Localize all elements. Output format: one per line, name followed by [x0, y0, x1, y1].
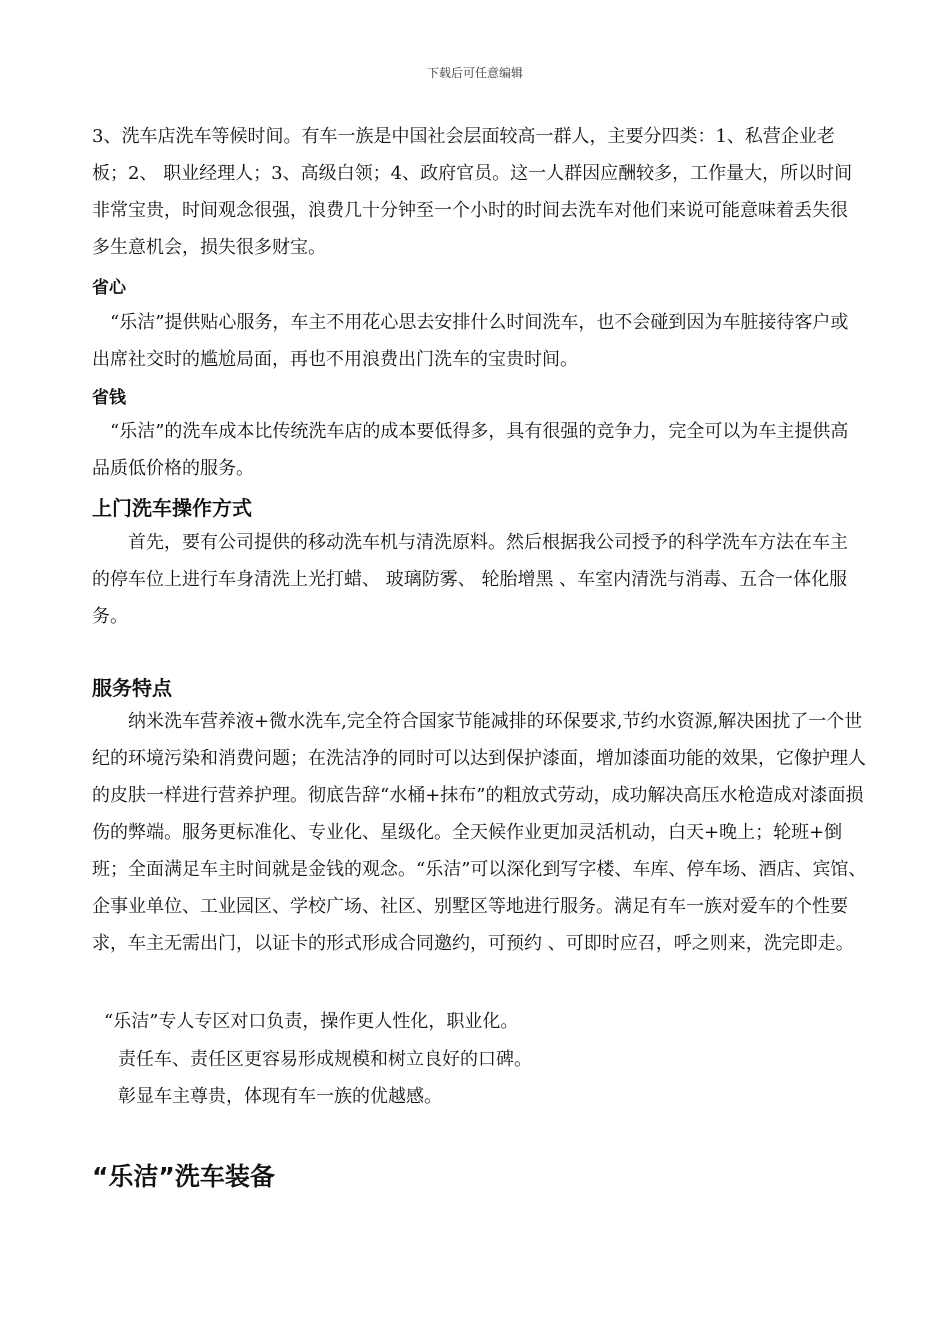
features-paragraph: 纳米洗车营养液+微水洗车,完全符合国家节能减排的环保要求,节约水资源,解决困扰了一个世纪的环境污染和消费问题；在洗洁净的同时可以达到保护漆面，增加漆面功能的效果，它像护理人的皮肤一样进行营养护理。彻底告辞“水桶+抹布”的粗放式劳动，成功解决高压水枪造成对漆面损伤的弊端。服务更标准化、专业化、星级化。全天候作业更加灵活机动，白天+晚上；轮班+倒班；全面满足车主时间就是金钱的观念。“乐洁”可以深化到写字楼、车库、停车场、酒店、宾馆、企事业单位、工业园区、学校广场、社区、别墅区等地进行服务。满足有车一族对爱车的个性要求，车主无需出门，以证卡的形式形成合同邀约，可预约 、可即时应召，呼之则来，洗完即走。 — [92, 711, 867, 954]
section-heading-operation: 上门洗车操作方式 — [92, 496, 252, 520]
save-money-paragraph: “乐洁”的洗车成本比传统洗车店的成本要低得多，具有很强的竞争力，完全可以为车主提供高品质低价格的服务。 — [92, 421, 849, 479]
save-worry-paragraph: “乐洁”提供贴心服务，车主不用花心思去安排什么时间洗车，也不会碰到因为车脏接待客户或出席社交时的尴尬局面，再也不用浪费出门洗车的宝贵时间。 — [92, 312, 849, 370]
section-heading-features: 服务特点 — [92, 676, 172, 700]
operation-paragraph: 首先，要有公司提供的移动洗车机与清洗原料。然后根据我公司授予的科学洗车方法在车主的停车位上进行车身清洗上光打蜡、 玻璃防雾、 轮胎增黑 、车室内清洗与消毒、五合一体化服务。 — [92, 532, 848, 627]
intro-paragraph: 3、洗车店洗车等候时间。有车一族是中国社会层面较高一群人，主要分四类：1、私营企业老板；2、 职业经理人；3、高级白领；4、政府官员。这一人群因应酬较多，工作量大，所以时间非常宝贵，时间观念很强，浪费几十分钟至一个小时的时间去洗车对他们来说可能意味着丢失很多生意机会，损失很多财宝。 — [92, 126, 853, 258]
features-line: “乐洁”专人专区对口负责，操作更人性化，职业化。 — [104, 1011, 519, 1032]
section-heading-save-money: 省钱 — [92, 388, 126, 408]
features-line: 责任车、责任区更容易形成规模和树立良好的口碑。 — [118, 1049, 532, 1070]
page-header: 下载后可任意编辑 — [426, 66, 523, 80]
section-heading-equipment: “乐洁”洗车装备 — [92, 1162, 275, 1191]
section-heading-save-worry: 省心 — [92, 278, 126, 298]
features-line: 彰显车主尊贵，体现有车一族的优越感。 — [118, 1086, 442, 1107]
